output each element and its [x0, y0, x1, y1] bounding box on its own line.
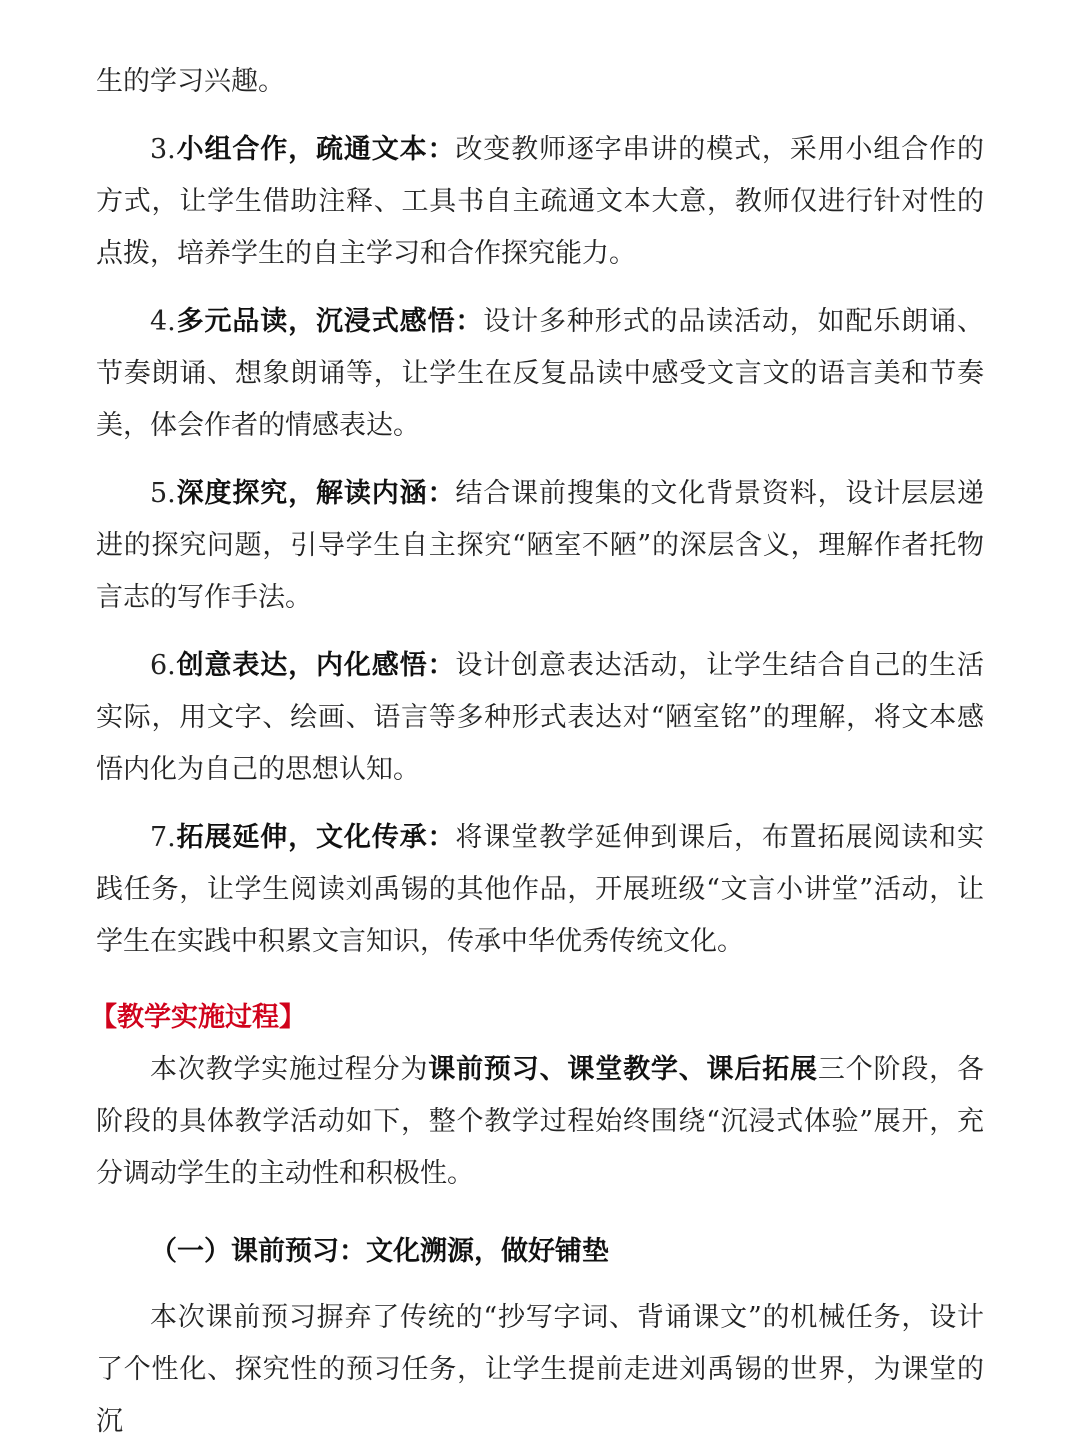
item-text: 设计多种形式的品读活动，如配乐朗诵、节奏朗诵、想象朗诵等，让学生在反复品读中感受文言文的语言美和节奏美，体会作者的情感表达。	[96, 306, 985, 441]
list-item-3	[96, 124, 984, 280]
item-colon: ：	[427, 650, 456, 681]
intro-after: 三个阶段，各阶段的具体教学活动如下，整个教学过程始终围绕“沉浸式体验”展开，充分调动学生的主动性和积极性。	[96, 1054, 985, 1189]
section-heading-teaching-process: 【教学实施过程】	[90, 1002, 306, 1033]
item-text: 改变教师逐字串讲的模式，采用小组合作的方式，让学生借助注释、工具书自主疏通文本大意，教师仅进行针对性的点拨，培养学生的自主学习和合作探究能力。	[96, 134, 985, 269]
item-title: 深度探究，解读内涵	[175, 478, 428, 509]
document-page	[90, 56, 985, 1448]
list-item-6	[96, 640, 984, 796]
item-number: 6.	[150, 650, 176, 681]
item-number: 3.	[150, 134, 176, 165]
item-text: 设计创意表达活动，让学生结合自己的生活实际，用文字、绘画、语言等多种形式表达对“陋室铭”的理解，将文本感悟内化为自己的思想认知。	[96, 650, 985, 785]
item-text: 将课堂教学延伸到课后，布置拓展阅读和实践任务，让学生阅读刘禹锡的其他作品，开展班级“文言小讲堂”活动，让学生在实践中积累文言知识，传承中华优秀传统文化。	[96, 822, 985, 957]
item-title: 多元品读，沉浸式感悟	[175, 306, 456, 337]
intro-bold-stages: 课前预习、课堂教学、课后拓展	[428, 1054, 818, 1085]
item-title: 创意表达，内化感悟	[175, 650, 428, 681]
item-title: 小组合作，疏通文本	[175, 134, 428, 165]
item-colon: ：	[427, 478, 456, 509]
list-item-4	[96, 296, 984, 452]
item-number: 5.	[150, 478, 176, 509]
item-title: 拓展延伸，文化传承	[175, 822, 428, 853]
intro-before: 本次教学实施过程分为	[150, 1054, 429, 1085]
item-text: 结合课前搜集的文化背景资料，设计层层递进的探究问题，引导学生自主探究“陋室不陋”的深层含义，理解作者托物言志的写作手法。	[96, 478, 985, 613]
subsection-paragraph: 本次课前预习摒弃了传统的“抄写字词、背诵课文”的机械任务，设计了个性化、探究性的预习任务，让学生提前走进刘禹锡的世界，为课堂的沉	[96, 1302, 984, 1437]
item-colon: ：	[455, 306, 484, 337]
item-number: 7.	[150, 822, 176, 853]
list-item-5	[96, 468, 984, 624]
intro-tail-paragraph: 生的学习兴趣。	[96, 66, 285, 97]
item-colon: ：	[427, 134, 456, 165]
item-number: 4.	[150, 306, 176, 337]
list-item-7	[96, 812, 984, 968]
section-intro-paragraph	[96, 1044, 984, 1200]
item-colon: ：	[427, 822, 456, 853]
subsection-heading-preview: （一）课前预习：文化溯源，做好铺垫	[150, 1236, 609, 1267]
